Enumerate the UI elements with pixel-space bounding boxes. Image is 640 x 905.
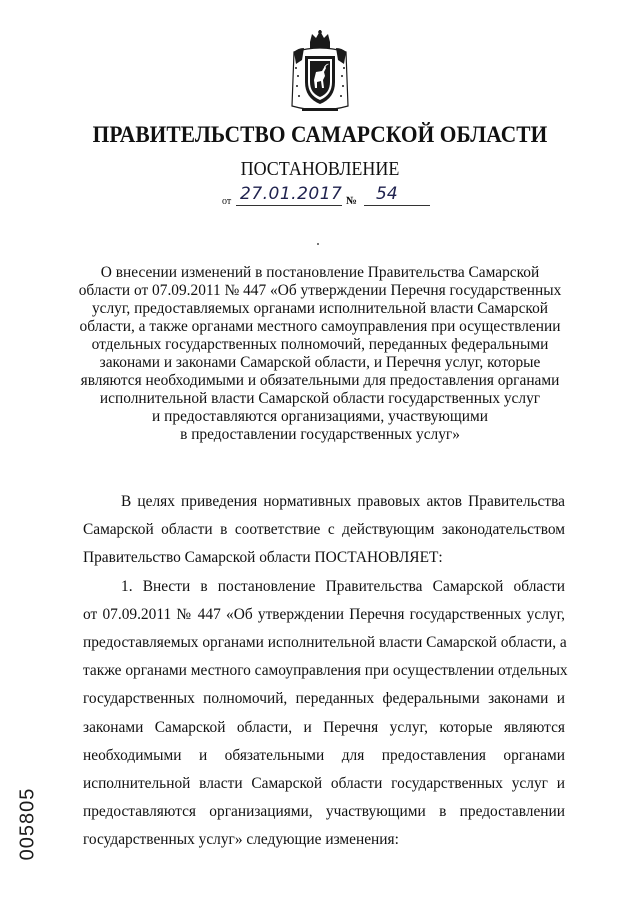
body-line: государственных услуг» следующие изменения:: [83, 831, 399, 849]
body-line: от 07.09.2011 № 447 «Об утверждении Перечня государственных услуг,: [83, 605, 565, 623]
subject-line: в предоставлении государственных услуг»: [180, 426, 460, 443]
coat-of-arms-icon: [288, 30, 352, 114]
subject-line: отдельных государственных полномочий, переданных федеральными: [91, 336, 549, 353]
government-title: ПРАВИТЕЛЬСТВО САМАРСКОЙ ОБЛАСТИ: [92, 122, 548, 147]
body-line: необходимыми и обязательными для предоставления органами: [83, 746, 565, 764]
subject-line: являются необходимыми и обязательными для предоставления органами: [80, 372, 560, 389]
scan-dot: [317, 243, 319, 245]
body-line: государственных полномочий, переданных федеральными законами и: [83, 690, 565, 708]
document-date: 27.01.2017: [240, 184, 343, 204]
body-line: 1. Внести в постановление Правительства Самарской области: [121, 577, 565, 595]
subject-line: области от 07.09.2011 № 447 «Об утверждении Перечня государственных: [78, 282, 562, 299]
body-line: исполнительной власти Самарской области государственных услуг и: [83, 774, 565, 792]
subject-line: исполнительной власти Самарской области государственных услуг: [99, 390, 541, 407]
side-registration-number: [14, 786, 42, 862]
date-underline: [236, 205, 342, 206]
document-number: 54: [376, 184, 398, 204]
subject-line: области, а также органами местного самоуправления при осуществлении: [79, 318, 561, 335]
body-line: предоставляются организациями, участвующими в предоставлении: [83, 803, 565, 821]
number-underline: [364, 205, 430, 206]
body-line: также органами местного самоуправления при осуществлении отдельных: [83, 662, 568, 680]
body-line: предоставляемых органами исполнительной власти Самарской области, а: [83, 633, 567, 651]
document-subject: [70, 264, 570, 444]
body-line: В целях приведения нормативных правовых актов Правительства: [121, 493, 565, 510]
document-date-number: [222, 184, 432, 212]
body-line: законами Самарской области, и Перечня услуг, которые являются: [83, 718, 565, 736]
subject-line: законами и законами Самарской области, и Перечня услуг, которые: [99, 354, 541, 371]
body-line: Самарской области в соответствие с действующим законодательством: [83, 521, 565, 539]
registration-number-text: 005805: [16, 787, 39, 861]
date-prefix: от: [222, 196, 232, 207]
body-line: Правительство Самарской области ПОСТАНОВЛЯЕТ:: [83, 549, 443, 567]
document-body: [83, 488, 568, 854]
subject-line: и предоставляются организациями, участвующими: [152, 408, 488, 425]
number-prefix: №: [346, 195, 358, 207]
document-type: ПОСТАНОВЛЕНИЕ: [240, 158, 400, 180]
subject-line: О внесении изменений в постановление Правительства Самарской: [100, 264, 540, 281]
subject-line: услуг, предоставляемых органами исполнительной власти Самарской: [91, 300, 549, 317]
